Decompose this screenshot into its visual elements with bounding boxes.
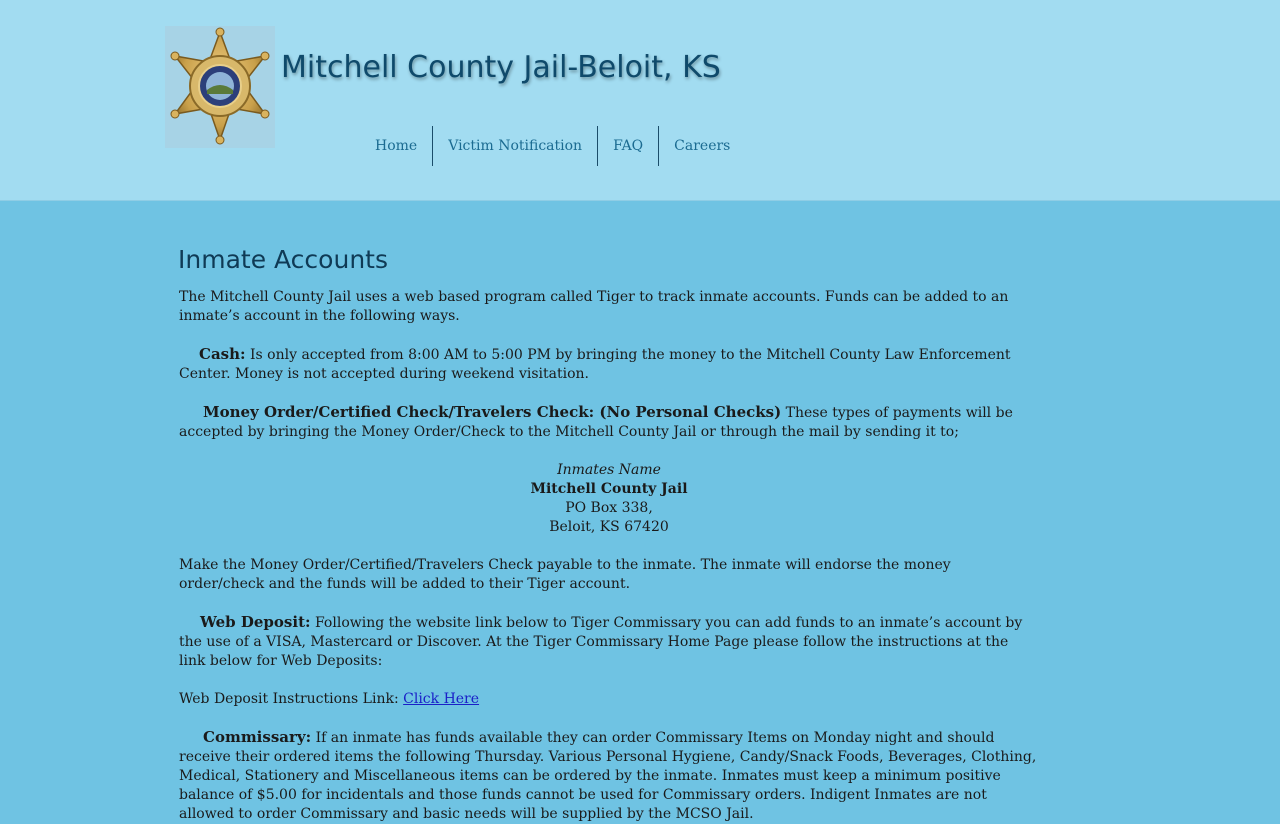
click-here-link[interactable]: Click Here [403, 691, 480, 707]
cash-label: Cash: [199, 345, 246, 363]
address-box: PO Box 338, [565, 500, 653, 516]
address-name: Inmates Name [557, 462, 661, 478]
sheriff-badge-logo[interactable] [165, 26, 275, 148]
nav-careers[interactable]: Careers [658, 126, 745, 166]
money-order-label: Money Order/Certified Check/Travelers Check: (No Personal Checks) [203, 403, 782, 421]
nav-victim-notification[interactable]: Victim Notification [432, 126, 597, 166]
money-order-text: These types of payments will be accepted by bringing the Money Order/Check to the Mitchell County Jail or through the mail by sending it to; [179, 405, 1013, 440]
commissary-paragraph [179, 728, 1039, 824]
site-header [0, 0, 1280, 201]
mailing-address [179, 461, 1039, 537]
web-deposit-paragraph [179, 613, 1039, 671]
web-deposit-text: Following the website link below to Tiger Commissary you can add funds to an inmate’s account by the use of a VISA, Mastercard or Discover. At the Tiger Commissary Home Page please follow the instructions at the link below for Web Deposits: [179, 615, 1023, 669]
web-deposit-label: Web Deposit: [200, 613, 311, 631]
cash-paragraph [179, 345, 1039, 384]
commissary-label: Commissary: [203, 728, 312, 746]
commissary-text: If an inmate has funds available they can order Commissary Items on Monday night and should receive their ordered items the following Thursday. Various Personal Hygiene, Candy/Snack Foods, Beverages, Clothing, Medical, Stationery and Miscellaneous items can be ordered by the inmate. Inmates must keep a minimum positive balance of $5.00 for incidentals and those funds cannot be used for Commissary orders. Indigent Inmates are not allowed to order Commissary and basic needs will be supplied by the MCSO Jail. [179, 730, 1037, 822]
main-nav [360, 126, 745, 166]
nav-faq[interactable]: FAQ [597, 126, 658, 166]
site-title[interactable]: Mitchell County Jail-Beloit, KS [281, 50, 721, 85]
page-title: Inmate Accounts [178, 245, 388, 274]
cash-text: Is only accepted from 8:00 AM to 5:00 PM by bringing the money to the Mitchell County Law Enforcement Center. Money is not accepted during weekend visitation. [179, 347, 1011, 382]
web-deposit-link-line [179, 690, 1039, 709]
main-content [179, 244, 1039, 824]
money-order-paragraph [179, 403, 1039, 442]
address-city: Beloit, KS 67420 [549, 519, 669, 535]
payable-paragraph: Make the Money Order/Certified/Travelers Check payable to the inmate. The inmate will endorse the money order/check and the funds will be added to their Tiger account. [179, 557, 951, 592]
web-deposit-link-prefix: Web Deposit Instructions Link: [179, 691, 404, 707]
intro-paragraph: The Mitchell County Jail uses a web based program called Tiger to track inmate accounts. Funds can be added to an inmate’s account in the following ways. [179, 289, 1009, 324]
address-org: Mitchell County Jail [530, 481, 688, 497]
nav-home[interactable]: Home [375, 138, 418, 154]
